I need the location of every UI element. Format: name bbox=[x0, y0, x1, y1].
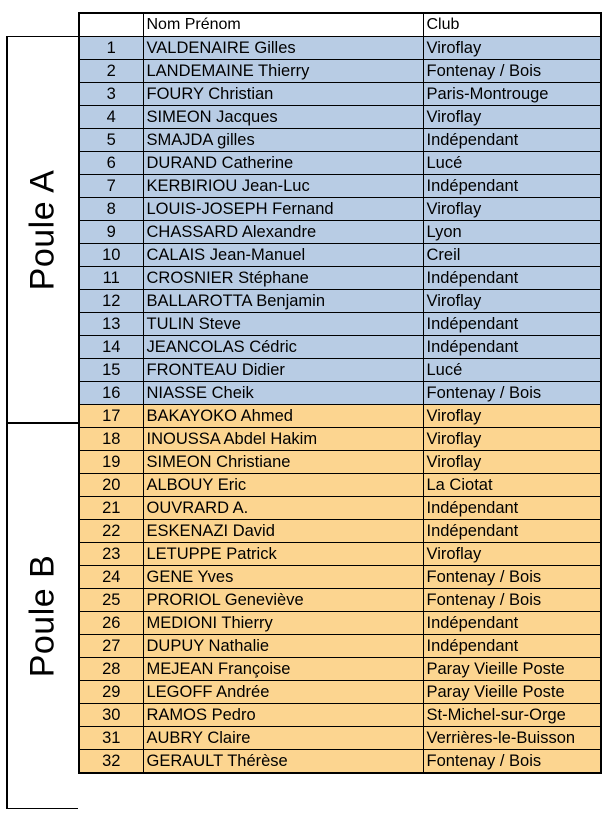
table-row bbox=[79, 428, 601, 451]
table-row bbox=[79, 244, 601, 267]
cell-club: Viroflay bbox=[423, 543, 601, 566]
cell-name: SIMEON Christiane bbox=[143, 451, 423, 474]
cell-number: 28 bbox=[79, 658, 143, 681]
cell-number: 6 bbox=[79, 152, 143, 175]
cell-number: 22 bbox=[79, 520, 143, 543]
cell-name: BALLAROTTA Benjamin bbox=[143, 290, 423, 313]
cell-name: KERBIRIOU Jean-Luc bbox=[143, 175, 423, 198]
table-row bbox=[79, 290, 601, 313]
cell-club: Indépendant bbox=[423, 520, 601, 543]
cell-name: CROSNIER Stéphane bbox=[143, 267, 423, 290]
cell-club: Indépendant bbox=[423, 129, 601, 152]
group-label-text: Poule A bbox=[23, 169, 62, 290]
cell-name: LANDEMAINE Thierry bbox=[143, 60, 423, 83]
cell-name: BAKAYOKO Ahmed bbox=[143, 405, 423, 428]
cell-name: NIASSE Cheik bbox=[143, 382, 423, 405]
table-row bbox=[79, 336, 601, 359]
cell-club: Viroflay bbox=[423, 428, 601, 451]
cell-number: 7 bbox=[79, 175, 143, 198]
cell-number: 24 bbox=[79, 566, 143, 589]
table-row bbox=[79, 589, 601, 612]
cell-club: Indépendant bbox=[423, 267, 601, 290]
roster-body bbox=[79, 37, 601, 774]
cell-name: MEJEAN Françoise bbox=[143, 658, 423, 681]
cell-name: FRONTEAU Didier bbox=[143, 359, 423, 382]
table-row bbox=[79, 129, 601, 152]
cell-club: Viroflay bbox=[423, 37, 601, 60]
cell-number: 21 bbox=[79, 497, 143, 520]
cell-name: CALAIS Jean-Manuel bbox=[143, 244, 423, 267]
cell-name: AUBRY Claire bbox=[143, 727, 423, 750]
cell-name: OUVRARD A. bbox=[143, 497, 423, 520]
cell-number: 3 bbox=[79, 83, 143, 106]
cell-number: 18 bbox=[79, 428, 143, 451]
cell-club: Creil bbox=[423, 244, 601, 267]
table-row bbox=[79, 750, 601, 774]
cell-club: Paray Vieille Poste bbox=[423, 681, 601, 704]
cell-name: DURAND Catherine bbox=[143, 152, 423, 175]
cell-name: MEDIONI Thierry bbox=[143, 612, 423, 635]
table-row bbox=[79, 359, 601, 382]
cell-club: Fontenay / Bois bbox=[423, 566, 601, 589]
table-row bbox=[79, 382, 601, 405]
cell-club: Lucé bbox=[423, 359, 601, 382]
cell-club: Fontenay / Bois bbox=[423, 750, 601, 774]
cell-number: 29 bbox=[79, 681, 143, 704]
cell-club: St-Michel-sur-Orge bbox=[423, 704, 601, 727]
cell-name: INOUSSA Abdel Hakim bbox=[143, 428, 423, 451]
cell-club: Fontenay / Bois bbox=[423, 382, 601, 405]
cell-number: 15 bbox=[79, 359, 143, 382]
cell-number: 10 bbox=[79, 244, 143, 267]
table-row bbox=[79, 198, 601, 221]
cell-club: Viroflay bbox=[423, 106, 601, 129]
cell-club: Viroflay bbox=[423, 198, 601, 221]
table-row bbox=[79, 543, 601, 566]
cell-name: ESKENAZI David bbox=[143, 520, 423, 543]
table-row bbox=[79, 474, 601, 497]
table-row bbox=[79, 451, 601, 474]
cell-club: Viroflay bbox=[423, 405, 601, 428]
cell-club: Fontenay / Bois bbox=[423, 589, 601, 612]
header-name: Nom Prénom bbox=[143, 13, 423, 37]
table-row bbox=[79, 60, 601, 83]
cell-club: La Ciotat bbox=[423, 474, 601, 497]
cell-club: Indépendant bbox=[423, 336, 601, 359]
table-row bbox=[79, 405, 601, 428]
cell-club: Lucé bbox=[423, 152, 601, 175]
cell-name: RAMOS Pedro bbox=[143, 704, 423, 727]
cell-name: SIMEON Jacques bbox=[143, 106, 423, 129]
cell-name: LEGOFF Andrée bbox=[143, 681, 423, 704]
cell-name: VALDENAIRE Gilles bbox=[143, 37, 423, 60]
cell-number: 19 bbox=[79, 451, 143, 474]
cell-club: Indépendant bbox=[423, 313, 601, 336]
cell-club: Paris-Montrouge bbox=[423, 83, 601, 106]
table-row bbox=[79, 175, 601, 198]
table-row bbox=[79, 681, 601, 704]
cell-name: LETUPPE Patrick bbox=[143, 543, 423, 566]
cell-name: LOUIS-JOSEPH Fernand bbox=[143, 198, 423, 221]
roster-table bbox=[78, 12, 602, 774]
cell-club: Lyon bbox=[423, 221, 601, 244]
cell-number: 1 bbox=[79, 37, 143, 60]
table-row bbox=[79, 152, 601, 175]
cell-name: TULIN Steve bbox=[143, 313, 423, 336]
table-row bbox=[79, 566, 601, 589]
cell-club: Indépendant bbox=[423, 612, 601, 635]
group-label-poule-b bbox=[6, 423, 78, 809]
cell-number: 16 bbox=[79, 382, 143, 405]
table-row bbox=[79, 83, 601, 106]
table-row bbox=[79, 221, 601, 244]
header-club: Club bbox=[423, 13, 601, 37]
table-row bbox=[79, 704, 601, 727]
cell-club: Viroflay bbox=[423, 451, 601, 474]
group-label-poule-a bbox=[6, 36, 78, 423]
cell-number: 32 bbox=[79, 750, 143, 774]
header-num bbox=[79, 13, 143, 37]
table-row bbox=[79, 497, 601, 520]
cell-number: 4 bbox=[79, 106, 143, 129]
cell-number: 23 bbox=[79, 543, 143, 566]
cell-number: 5 bbox=[79, 129, 143, 152]
cell-number: 13 bbox=[79, 313, 143, 336]
cell-number: 25 bbox=[79, 589, 143, 612]
cell-name: SMAJDA gilles bbox=[143, 129, 423, 152]
cell-name: ALBOUY Eric bbox=[143, 474, 423, 497]
cell-club: Indépendant bbox=[423, 497, 601, 520]
cell-club: Verrières-le-Buisson bbox=[423, 727, 601, 750]
cell-number: 12 bbox=[79, 290, 143, 313]
cell-number: 31 bbox=[79, 727, 143, 750]
table-row bbox=[79, 520, 601, 543]
cell-name: JEANCOLAS Cédric bbox=[143, 336, 423, 359]
cell-number: 8 bbox=[79, 198, 143, 221]
cell-name: DUPUY Nathalie bbox=[143, 635, 423, 658]
cell-name: CHASSARD Alexandre bbox=[143, 221, 423, 244]
table-row bbox=[79, 313, 601, 336]
table-row bbox=[79, 612, 601, 635]
table-row bbox=[79, 635, 601, 658]
cell-name: FOURY Christian bbox=[143, 83, 423, 106]
cell-club: Indépendant bbox=[423, 635, 601, 658]
cell-number: 14 bbox=[79, 336, 143, 359]
cell-number: 17 bbox=[79, 405, 143, 428]
cell-club: Indépendant bbox=[423, 175, 601, 198]
cell-club: Fontenay / Bois bbox=[423, 60, 601, 83]
cell-name: GENE Yves bbox=[143, 566, 423, 589]
cell-club: Viroflay bbox=[423, 290, 601, 313]
cell-number: 11 bbox=[79, 267, 143, 290]
cell-number: 27 bbox=[79, 635, 143, 658]
cell-name: GERAULT Thérèse bbox=[143, 750, 423, 774]
table-row bbox=[79, 658, 601, 681]
cell-number: 30 bbox=[79, 704, 143, 727]
table-row bbox=[79, 106, 601, 129]
table-row bbox=[79, 267, 601, 290]
header-row bbox=[79, 13, 601, 37]
cell-number: 26 bbox=[79, 612, 143, 635]
group-label-text: Poule B bbox=[23, 554, 62, 678]
table-row bbox=[79, 727, 601, 750]
cell-club: Paray Vieille Poste bbox=[423, 658, 601, 681]
table-row bbox=[79, 37, 601, 60]
cell-name: PRORIOL Geneviève bbox=[143, 589, 423, 612]
cell-number: 20 bbox=[79, 474, 143, 497]
cell-number: 2 bbox=[79, 60, 143, 83]
cell-number: 9 bbox=[79, 221, 143, 244]
